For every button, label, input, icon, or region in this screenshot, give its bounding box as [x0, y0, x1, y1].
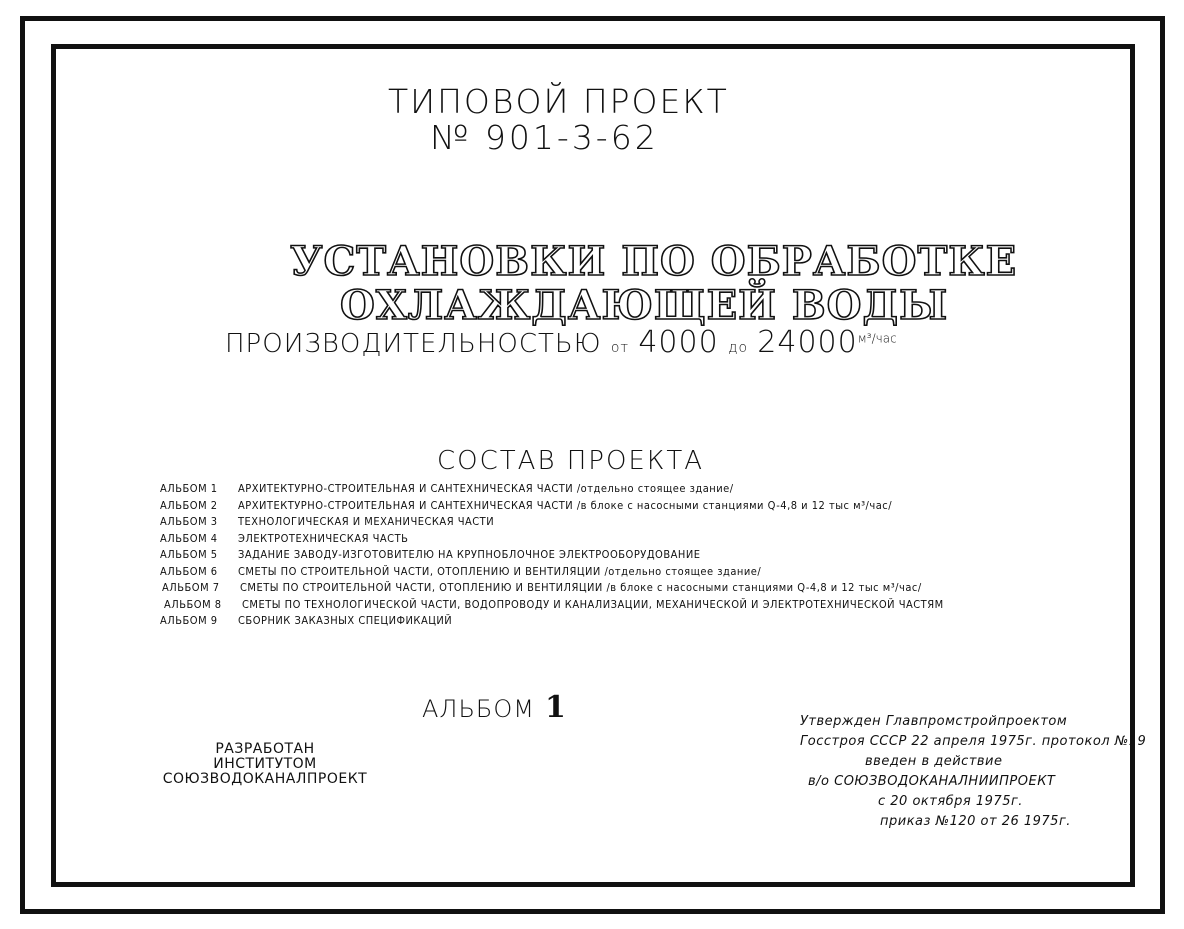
- album-label-number: 1: [545, 690, 567, 725]
- capacity-from-word: от: [610, 340, 630, 356]
- main-title-line-2: ОХЛАЖДАЮЩЕЙ ВОДЫ: [340, 282, 949, 329]
- album-list-item: [160, 613, 944, 630]
- capacity-to-word: до: [727, 340, 749, 356]
- capacity-prefix: ПРОИЗВОДИТЕЛЬНОСТЬЮ: [225, 329, 602, 359]
- approval-line-4: в/о СОЮЗВОДОКАНАЛНИИПРОЕКТ: [808, 774, 1056, 789]
- album-number: АЛЬБОМ 9: [160, 614, 218, 627]
- developer-line-2: ИНСТИТУТОМ: [213, 756, 317, 772]
- album-number: АЛЬБОМ 1: [160, 482, 218, 495]
- album-list-item: [160, 514, 944, 531]
- developer-block: [160, 742, 370, 787]
- capacity-line: [225, 325, 897, 360]
- project-series-title: ТИПОВОЙ ПРОЕКТ: [388, 82, 729, 121]
- album-list-item: [160, 564, 944, 581]
- approval-line-6: приказ №120 от 26 1975г.: [880, 814, 1071, 829]
- approval-line-1: Утвержден Главпромстройпроектом: [800, 714, 1068, 729]
- main-title-line-1: УСТАНОВКИ ПО ОБРАБОТКЕ: [290, 238, 1018, 285]
- album-description: ЗАДАНИЕ ЗАВОДУ-ИЗГОТОВИТЕЛЮ НА КРУПНОБЛОЧНОЕ ЭЛЕКТРООБОРУДОВАНИЕ: [238, 548, 701, 561]
- album-number: АЛЬБОМ 4: [160, 531, 218, 545]
- album-number: АЛЬБОМ 3: [160, 515, 218, 528]
- album-description: СБОРНИК ЗАКАЗНЫХ СПЕЦИФИКАЦИЙ: [238, 614, 453, 627]
- album-label: [422, 690, 567, 725]
- album-description: ЭЛЕКТРОТЕХНИЧЕСКАЯ ЧАСТЬ: [238, 531, 409, 545]
- album-number: АЛЬБОМ 7: [162, 581, 220, 594]
- album-description: АРХИТЕКТУРНО-СТРОИТЕЛЬНАЯ И САНТЕХНИЧЕСКАЯ ЧАСТИ /в блоке с насосными станциями Q-4,8 и 12 тыс м³/час/: [238, 498, 893, 512]
- album-list-item: [160, 597, 944, 614]
- album-list-item: [160, 547, 944, 564]
- project-number: № 901-3-62: [430, 118, 659, 157]
- capacity-unit: м³/час: [857, 331, 897, 346]
- developer-line-3: СОЮЗВОДОКАНАЛПРОЕКТ: [162, 771, 368, 787]
- album-description: СМЕТЫ ПО СТРОИТЕЛЬНОЙ ЧАСТИ, ОТОПЛЕНИЮ И ВЕНТИЛЯЦИИ /в блоке с насосными станциями Q-4,8 и 12 тыс м³/час/: [240, 581, 922, 594]
- approval-line-3: введен в действие: [865, 754, 1003, 769]
- album-number: АЛЬБОМ 6: [160, 564, 218, 578]
- album-description: СМЕТЫ ПО ТЕХНОЛОГИЧЕСКОЙ ЧАСТИ, ВОДОПРОВОДУ И КАНАЛИЗАЦИИ, МЕХАНИЧЕСКОЙ И ЭЛЕКТРОТЕХНИЧЕСКОЙ ЧАСТЯМ: [242, 597, 944, 611]
- capacity-to-value: 24000: [757, 325, 858, 360]
- composition-heading: СОСТАВ ПРОЕКТА: [437, 446, 705, 476]
- approval-line-5: с 20 октября 1975г.: [878, 794, 1023, 809]
- developer-line-1: РАЗРАБОТАН: [215, 741, 315, 757]
- approval-line-2: Госстроя СССР 22 апреля 1975г. протокол №19: [800, 734, 1147, 749]
- approval-block: [800, 712, 1146, 832]
- album-list-item: [160, 498, 944, 515]
- album-list: [160, 481, 944, 630]
- album-list-item: [160, 580, 944, 597]
- album-list-item: [160, 531, 944, 548]
- album-description: АРХИТЕКТУРНО-СТРОИТЕЛЬНАЯ И САНТЕХНИЧЕСКАЯ ЧАСТИ /отдельно стоящее здание/: [238, 482, 734, 495]
- album-description: СМЕТЫ ПО СТРОИТЕЛЬНОЙ ЧАСТИ, ОТОПЛЕНИЮ И ВЕНТИЛЯЦИИ /отдельно стоящее здание/: [238, 564, 762, 578]
- album-list-item: [160, 481, 944, 498]
- album-number: АЛЬБОМ 2: [160, 498, 218, 512]
- album-number: АЛЬБОМ 8: [164, 597, 222, 611]
- album-number: АЛЬБОМ 5: [160, 548, 218, 561]
- album-label-text: АЛЬБОМ: [422, 695, 535, 723]
- capacity-from-value: 4000: [638, 325, 719, 360]
- album-description: ТЕХНОЛОГИЧЕСКАЯ И МЕХАНИЧЕСКАЯ ЧАСТИ: [238, 515, 495, 528]
